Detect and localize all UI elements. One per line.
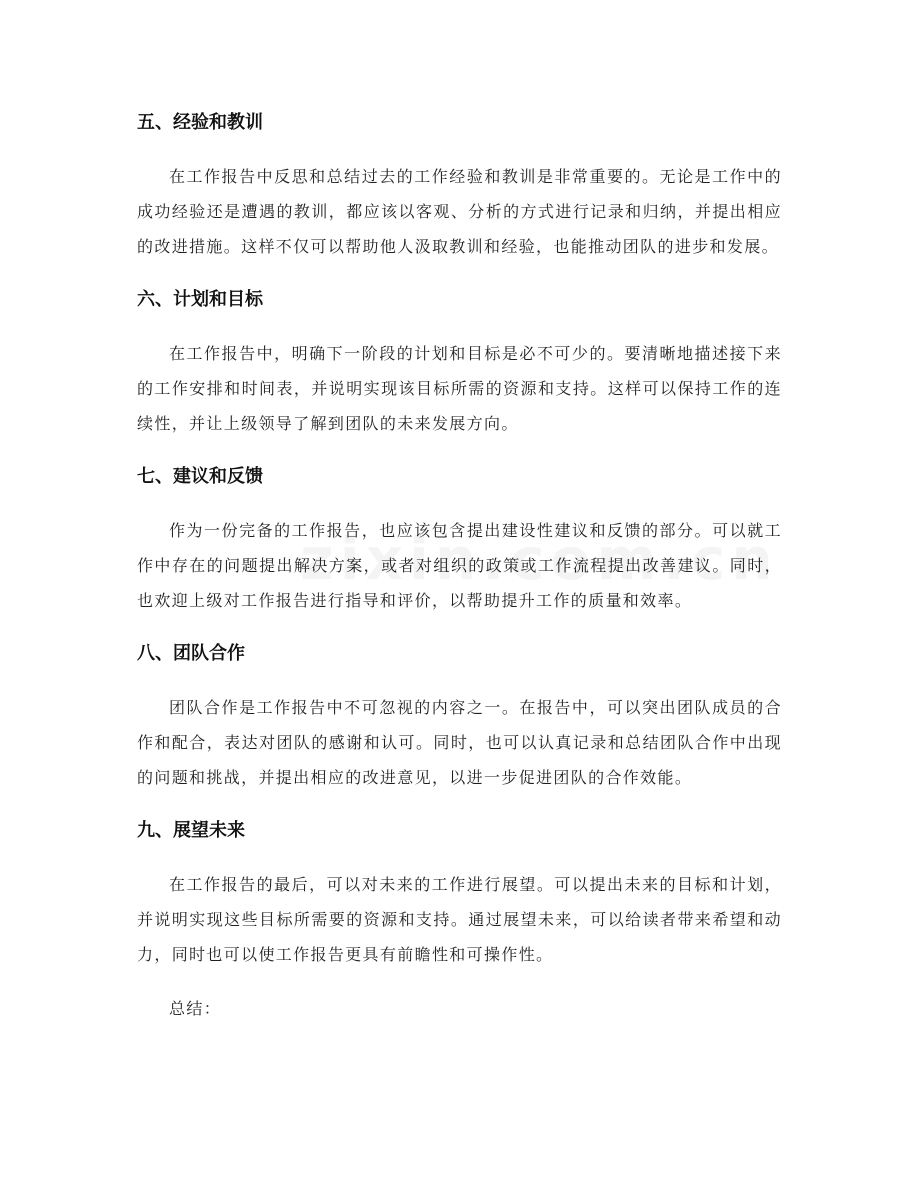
- section-paragraph: 在工作报告的最后，可以对未来的工作进行展望。可以提出未来的目标和计划，并说明实现这些目标所需要的资源和支持。通过展望未来，可以给读者带来希望和动力，同时也可以使工作报告更具有前瞻性和可操作性。: [137, 875, 782, 964]
- section-heading: 六、计划和目标: [137, 289, 263, 310]
- summary-label: 总结：: [169, 999, 222, 1018]
- section-heading: 七、建议和反馈: [137, 466, 263, 487]
- section-heading: 五、经验和教训: [137, 112, 263, 133]
- section-teamwork: [137, 637, 782, 795]
- section-paragraph: 在工作报告中，明确下一阶段的计划和目标是必不可少的。要清晰地描述接下来的工作安排和时间表，并说明实现该目标所需的资源和支持。这样可以保持工作的连续性，并让上级领导了解到团队的未来发展方向。: [137, 344, 782, 433]
- section-experience-lessons: [137, 106, 782, 264]
- section-heading: 八、团队合作: [137, 643, 245, 664]
- section-suggestions-feedback: [137, 460, 782, 618]
- section-outlook: [137, 814, 782, 972]
- section-plans-goals: [137, 283, 782, 441]
- section-paragraph: 作为一份完备的工作报告，也应该包含提出建设性建议和反馈的部分。可以就工作中存在的问题提出解决方案，或者对组织的政策或工作流程提出改善建议。同时，也欢迎上级对工作报告进行指导和评价，以帮助提升工作的质量和效率。: [137, 521, 782, 610]
- document-body: [137, 106, 782, 1026]
- section-heading: 九、展望未来: [137, 820, 245, 841]
- section-paragraph: 团队合作是工作报告中不可忽视的内容之一。在报告中，可以突出团队成员的合作和配合，表达对团队的感谢和认可。同时，也可以认真记录和总结团队合作中出现的问题和挑战，并提出相应的改进意见，以进一步促进团队的合作效能。: [137, 698, 782, 787]
- section-paragraph: 在工作报告中反思和总结过去的工作经验和教训是非常重要的。无论是工作中的成功经验还是遭遇的教训，都应该以客观、分析的方式进行记录和归纳，并提出相应的改进措施。这样不仅可以帮助他人汲取教训和经验，也能推动团队的进步和发展。: [137, 167, 782, 256]
